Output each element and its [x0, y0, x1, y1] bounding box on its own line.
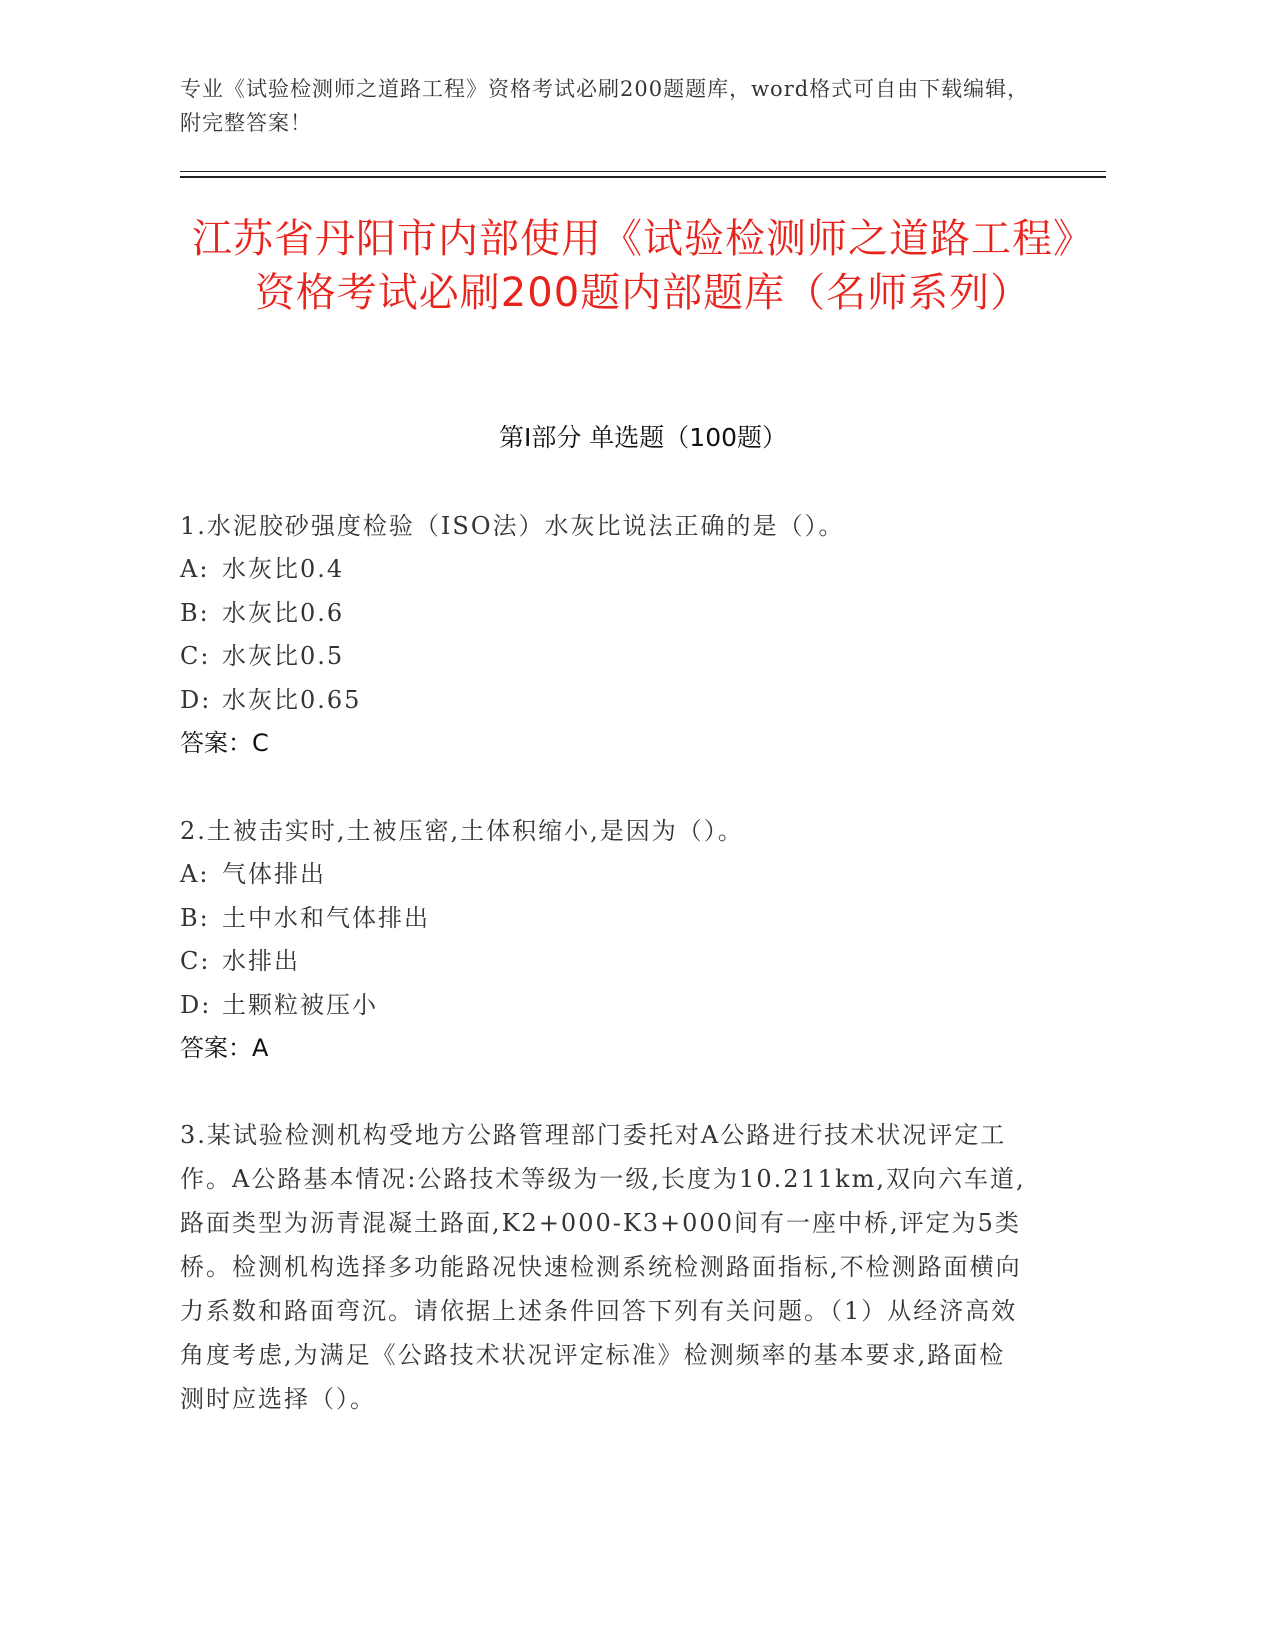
option-d: [180, 679, 1030, 723]
option-a: [180, 548, 1030, 592]
option-key: C:: [180, 642, 211, 670]
document-title: 江苏省丹阳市内部使用《试验检测师之道路工程》资格考试必刷200题内部题库（名师系列）: [192, 216, 1094, 316]
option-key: B:: [180, 903, 210, 932]
option-b: [180, 592, 1030, 636]
option-key: C:: [180, 947, 211, 975]
option-key: D:: [180, 990, 212, 1019]
option-c: [180, 940, 1030, 984]
header-divider-thin: [180, 171, 1106, 172]
question-2: [180, 809, 1030, 1071]
question-3: [180, 1113, 1030, 1421]
option-text: 土中水和气体排出: [222, 903, 430, 932]
option-a: [180, 853, 1030, 897]
option-text: 气体排出: [222, 860, 326, 888]
answer: 答案：A: [180, 1034, 269, 1062]
option-key: A:: [180, 555, 210, 583]
answer: 答案：C: [180, 729, 269, 757]
option-key: B:: [180, 598, 210, 627]
option-text: 水灰比0.65: [222, 685, 362, 714]
header-note: 专业《试验检测师之道路工程》资格考试必刷200题题库，word格式可自由下载编辑，附完整答案！: [180, 77, 1030, 135]
header-divider-thick: [180, 176, 1106, 178]
option-text: 水排出: [222, 947, 300, 975]
section-heading: 第I部分 单选题（100题）: [498, 423, 788, 452]
question-1: [180, 504, 1030, 766]
question-text: 1.水泥胶砂强度检验（ISO法）水灰比说法正确的是（）。: [180, 512, 845, 540]
option-key: A:: [180, 860, 210, 888]
question-text: 3.某试验检测机构受地方公路管理部门委托对A公路进行技术状况评定工作。A公路基本情况:公路技术等级为一级,长度为10.211km,双向六车道,路面类型为沥青混凝土路面,K2+000-K3+000间有一座中桥,评定为5类桥。检测机构选择多功能路况快速检测系统检测路面指标,不检测路面横向力系数和路面弯沉。请依据上述条件回答下列有关问题。（1）从经济高效角度考虑,为满足《公路技术状况评定标准》检测频率的基本要求,路面检测时应选择（）。: [180, 1121, 1026, 1413]
option-text: 水灰比0.5: [222, 642, 345, 670]
option-key: D:: [180, 685, 212, 714]
option-text: 土颗粒被压小: [222, 990, 378, 1019]
option-text: 水灰比0.6: [222, 598, 345, 627]
option-text: 水灰比0.4: [222, 555, 345, 583]
question-text: 2.土被击实时,土被压密,土体积缩小,是因为（）。: [180, 817, 744, 845]
option-d: [180, 984, 1030, 1028]
option-c: [180, 635, 1030, 679]
option-b: [180, 897, 1030, 941]
